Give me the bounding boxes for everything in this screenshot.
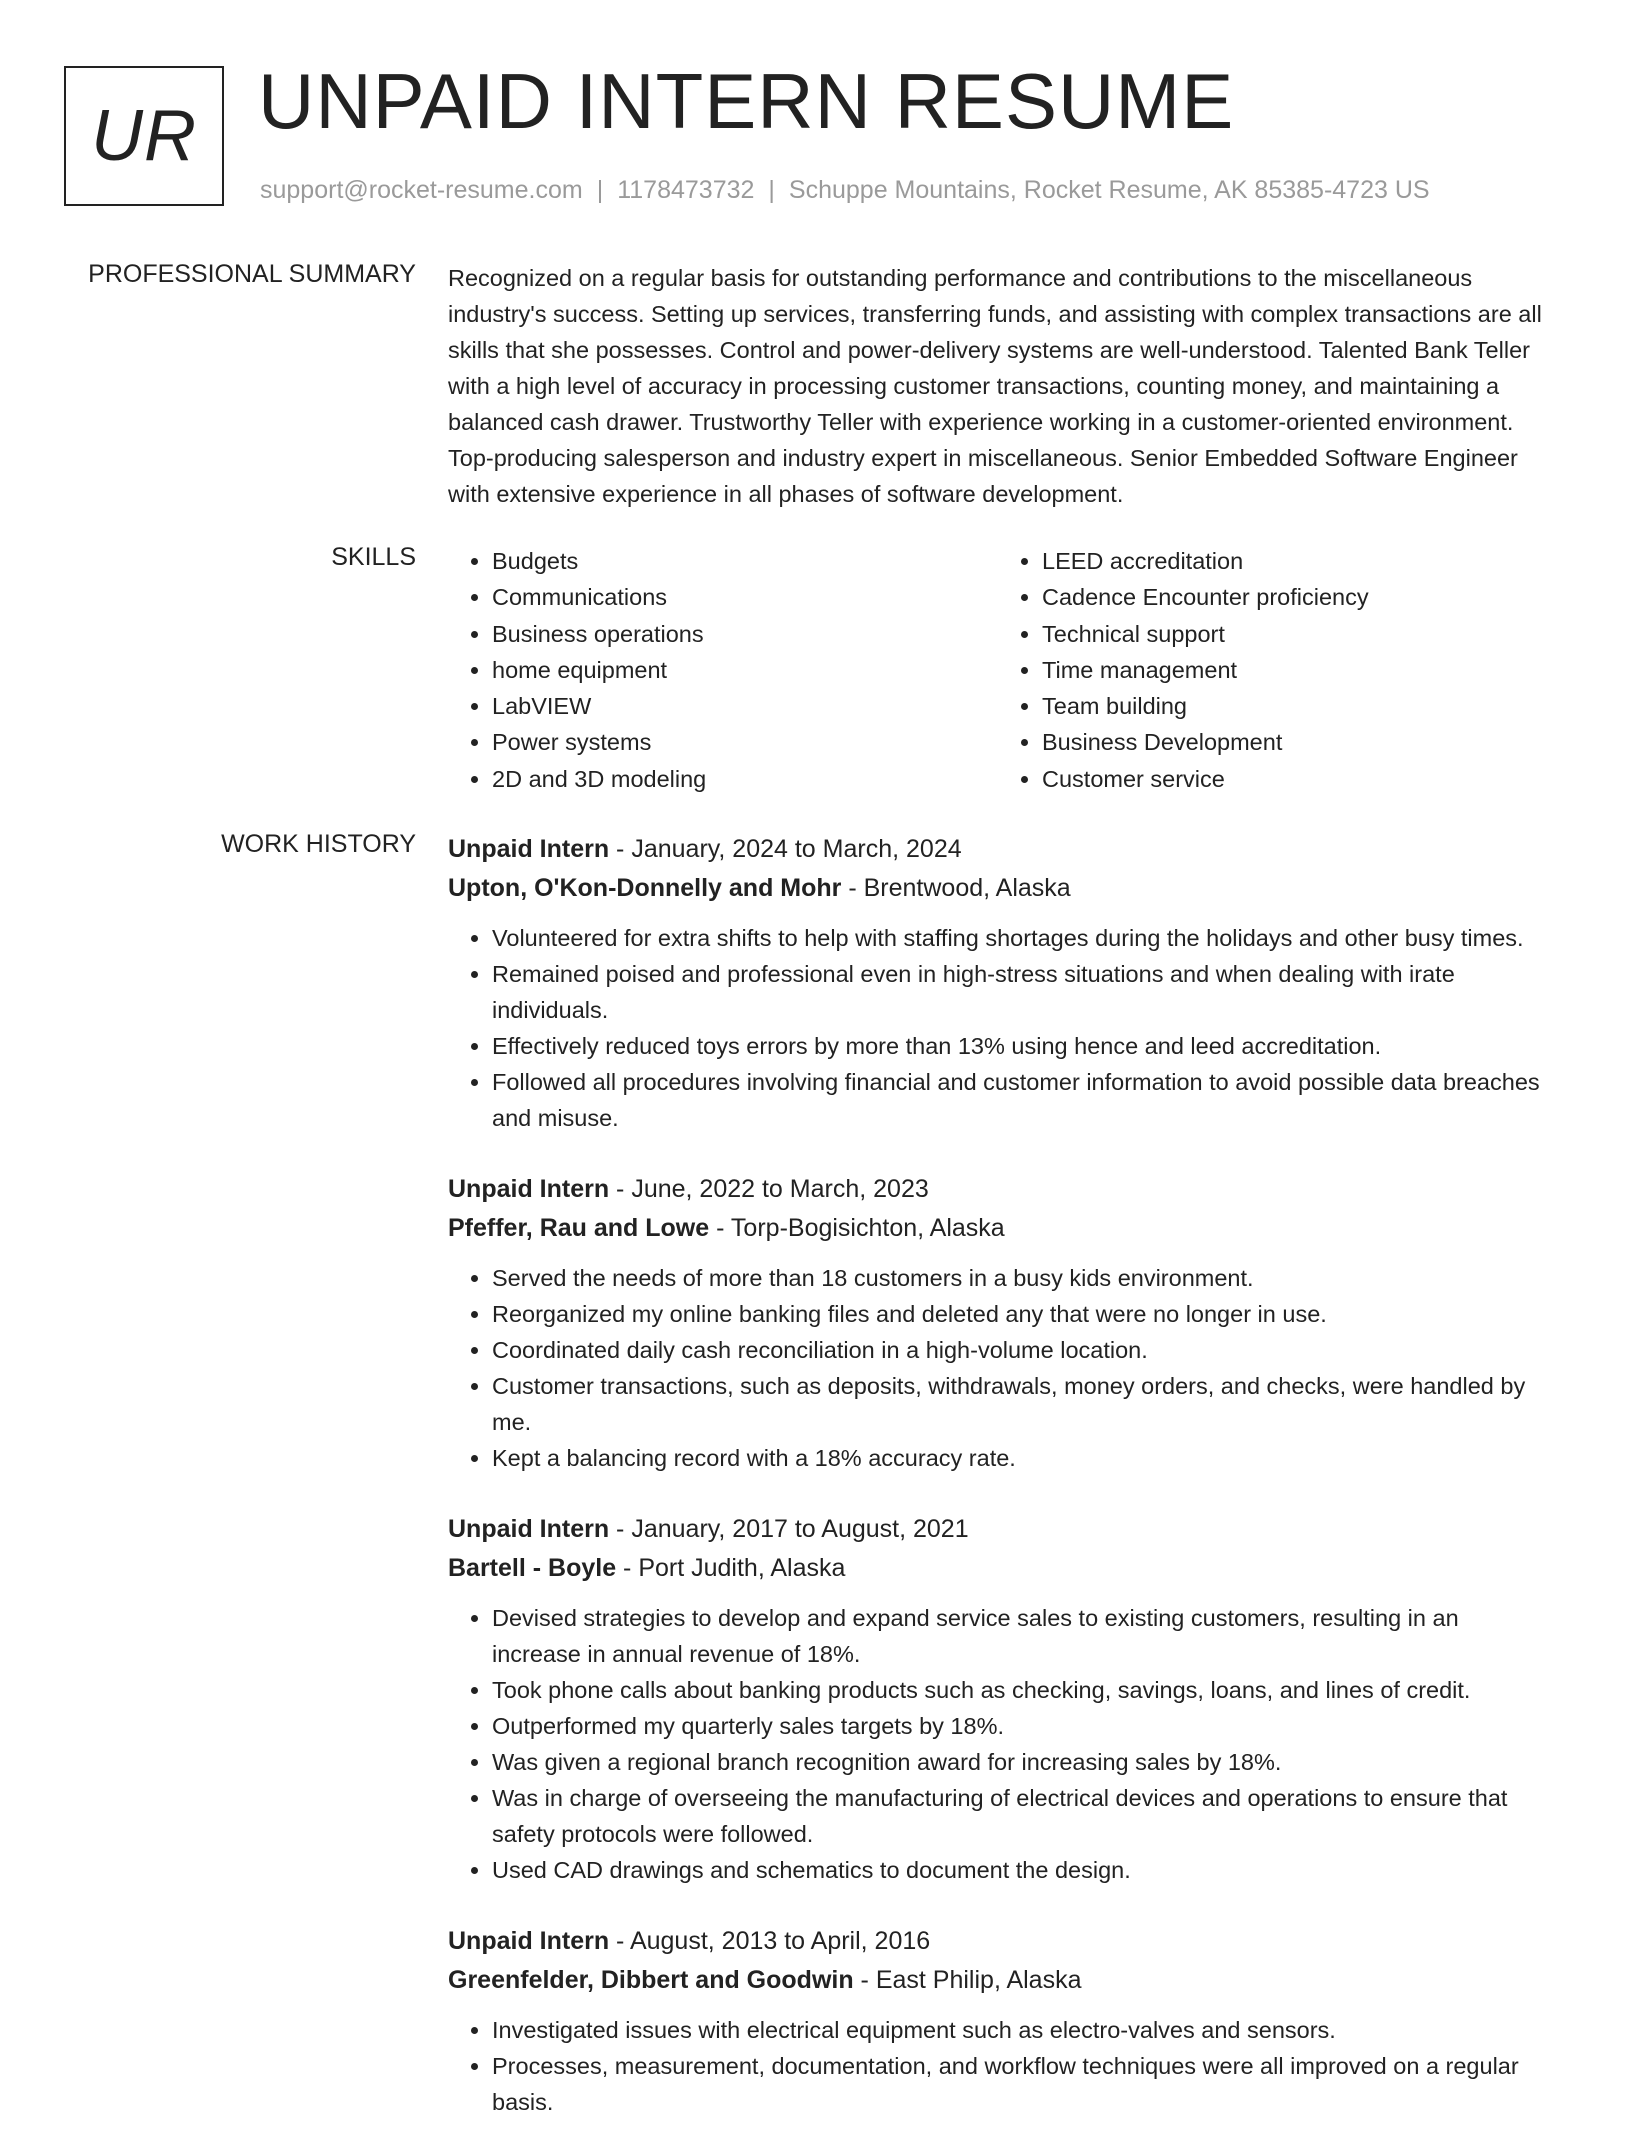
- skill-item: • Power systems: [492, 724, 998, 760]
- job-company-line: [448, 1960, 1548, 2000]
- job-bullets: [448, 2012, 1548, 2120]
- job-dates: - January, 2017 to August, 2021: [609, 1515, 969, 1543]
- job-bullet: • Kept a balancing record with a 18% accuracy rate.: [492, 1440, 1548, 1476]
- section-label-skills: SKILLS: [331, 543, 416, 571]
- job-company-line: [448, 868, 1548, 908]
- summary-body: [448, 260, 1548, 512]
- job-bullet: • Was in charge of overseeing the manufacturing of electrical devices and operations to ensure that safety protocols were followed.: [492, 1780, 1548, 1852]
- job-bullets: [448, 1600, 1548, 1888]
- job-company: Greenfelder, Dibbert and Goodwin: [448, 1966, 854, 1994]
- skills-body: [448, 543, 1548, 797]
- monogram-initials: UR: [91, 96, 197, 176]
- job-entry: [448, 1510, 1548, 1888]
- job-title-line: [448, 1510, 1548, 1548]
- job-company: Pfeffer, Rau and Lowe: [448, 1214, 710, 1242]
- job-location: - Brentwood, Alaska: [841, 874, 1071, 902]
- job-bullet: • Reorganized my online banking files and deleted any that were no longer in use.: [492, 1296, 1548, 1332]
- job-entry: [448, 1922, 1548, 2120]
- job-bullet: • Followed all procedures involving financial and customer information to avoid possible data breaches and misuse.: [492, 1064, 1548, 1136]
- job-title-line: [448, 830, 1548, 868]
- resume-title: UNPAID INTERN RESUME: [258, 57, 1235, 145]
- skill-item: • Technical support: [1042, 616, 1548, 652]
- job-bullet: • Was given a regional branch recognition award for increasing sales by 18%.: [492, 1744, 1548, 1780]
- job-bullet: • Used CAD drawings and schematics to document the design.: [492, 1852, 1548, 1888]
- job-dates: - August, 2013 to April, 2016: [609, 1927, 931, 1955]
- contact-separator: |: [768, 176, 775, 204]
- summary-text: Recognized on a regular basis for outstanding performance and contributions to the miscellaneous industry's success. Setting up services, transferring funds, and assisting with complex transactions are all skills that she possesses. Control and power-delivery systems are well-understood. Talented Bank Teller with a high level of accuracy in processing customer transactions, counting money, and maintaining a balanced cash drawer. Trustworthy Teller with experience working in a customer-oriented environment. Top-producing salesperson and industry expert in miscellaneous. Senior Embedded Software Engineer with extensive experience in all phases of software development.: [448, 265, 1542, 507]
- job-title: Unpaid Intern: [448, 1927, 610, 1955]
- job-title: Unpaid Intern: [448, 1515, 610, 1543]
- job-bullet: • Devised strategies to develop and expand service sales to existing customers, resulting in an increase in annual revenue of 18%.: [492, 1600, 1548, 1672]
- skill-item: • Customer service: [1042, 761, 1548, 797]
- monogram-box: [64, 66, 224, 206]
- job-company: Bartell - Boyle: [448, 1554, 617, 1582]
- job-location: - Port Judith, Alaska: [616, 1554, 846, 1582]
- job-bullet: • Coordinated daily cash reconciliation in a high-volume location.: [492, 1332, 1548, 1368]
- skill-item: • Communications: [492, 579, 998, 615]
- job-bullets: [448, 920, 1548, 1136]
- job-dates: - June, 2022 to March, 2023: [609, 1175, 929, 1203]
- skill-item: • Cadence Encounter proficiency: [1042, 579, 1548, 615]
- job-title-line: [448, 1922, 1548, 1960]
- skill-item: • LEED accreditation: [1042, 543, 1548, 579]
- contact-email: support@rocket-resume.com: [260, 176, 583, 204]
- skill-item: • Team building: [1042, 688, 1548, 724]
- job-bullets: [448, 1260, 1548, 1476]
- contact-separator: |: [596, 176, 604, 204]
- job-title: Unpaid Intern: [448, 1175, 610, 1203]
- job-location: - East Philip, Alaska: [853, 1966, 1082, 1994]
- job-bullet: • Remained poised and professional even in high-stress situations and when dealing with irate individuals.: [492, 956, 1548, 1028]
- section-label-work-history: WORK HISTORY: [221, 830, 416, 858]
- skills-list-right: [998, 543, 1548, 797]
- skill-item: • Budgets: [492, 543, 998, 579]
- job-title: Unpaid Intern: [448, 835, 610, 863]
- job-dates: - January, 2024 to March, 2024: [609, 835, 962, 863]
- job-title-line: [448, 1170, 1548, 1208]
- job-entry: [448, 830, 1548, 1136]
- job-company: Upton, O'Kon-Donnelly and Mohr: [448, 874, 842, 902]
- job-company-line: [448, 1208, 1548, 1248]
- skill-item: • home equipment: [492, 652, 998, 688]
- work-history-body: [448, 830, 1548, 2154]
- job-bullet: • Effectively reduced toys errors by more than 13% using hence and leed accreditation.: [492, 1028, 1548, 1064]
- skill-item: • LabVIEW: [492, 688, 998, 724]
- contact-phone: 1178473732: [617, 176, 755, 204]
- skill-item: • 2D and 3D modeling: [492, 761, 998, 797]
- skill-item: • Business Development: [1042, 724, 1548, 760]
- job-bullet: • Investigated issues with electrical equipment such as electro-valves and sensors.: [492, 2012, 1548, 2048]
- contact-address: Schuppe Mountains, Rocket Resume, AK 85385-4723 US: [788, 176, 1430, 204]
- job-bullet: • Processes, measurement, documentation, and workflow techniques were all improved on a regular basis.: [492, 2048, 1548, 2120]
- job-company-line: [448, 1548, 1548, 1588]
- job-bullet: • Outperformed my quarterly sales targets by 18%.: [492, 1708, 1548, 1744]
- contact-line: [260, 176, 1430, 205]
- section-label-summary: PROFESSIONAL SUMMARY: [88, 260, 416, 288]
- job-bullet: • Customer transactions, such as deposits, withdrawals, money orders, and checks, were handled by me.: [492, 1368, 1548, 1440]
- skill-item: • Business operations: [492, 616, 998, 652]
- skill-item: • Time management: [1042, 652, 1548, 688]
- skills-list-left: [448, 543, 998, 797]
- job-bullet: • Took phone calls about banking products such as checking, savings, loans, and lines of credit.: [492, 1672, 1548, 1708]
- job-location: - Torp-Bogisichton, Alaska: [709, 1214, 1005, 1242]
- job-bullet: • Volunteered for extra shifts to help with staffing shortages during the holidays and other busy times.: [492, 920, 1548, 956]
- job-bullet: • Served the needs of more than 18 customers in a busy kids environment.: [492, 1260, 1548, 1296]
- job-entry: [448, 1170, 1548, 1476]
